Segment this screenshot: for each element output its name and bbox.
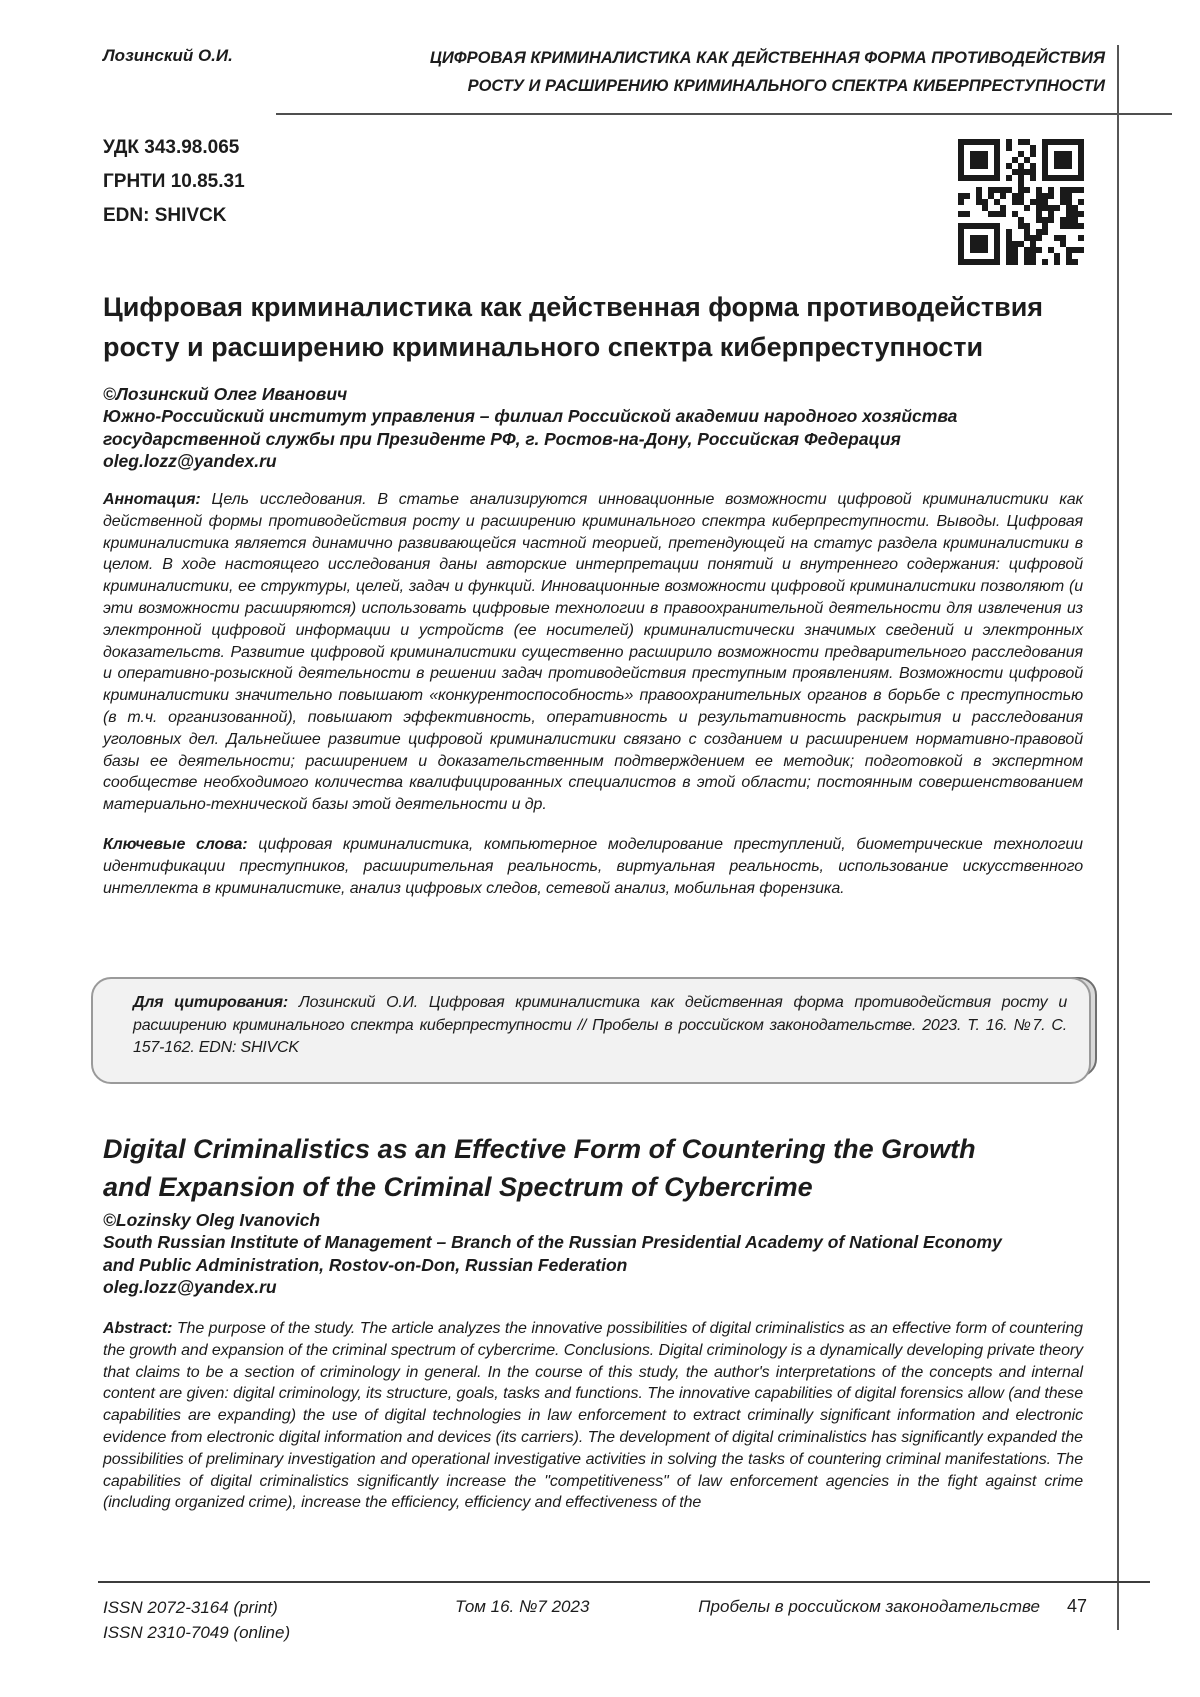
footer-issn: [103, 1595, 290, 1645]
page-number: 47: [1066, 1596, 1088, 1616]
article-title-ru: [103, 287, 1103, 367]
issn-print: ISSN 2072-3164 (print): [103, 1598, 278, 1617]
author-email-en: oleg.lozz@yandex.ru: [103, 1277, 277, 1298]
author-name-ru: ©Лозинский Олег Иванович: [103, 384, 348, 404]
abstract-ru: [103, 489, 1083, 816]
article-title-ru-line2: росту и расширению криминального спектра киберпреступности: [103, 332, 984, 362]
article-codes: [103, 131, 245, 233]
qr-code-icon: [958, 139, 1084, 265]
citation-text: Лозинский О.И. Цифровая криминалистика как действенная форма противодействия росту и расширению криминального спектра киберпреступности // Пробелы в российском законодательстве. 2023. Т. 16. №7. С. 157-162. EDN: SHIVCK: [133, 994, 1068, 1056]
running-author: Лозинский О.И.: [103, 46, 233, 65]
edn-code: EDN: SHIVCK: [103, 205, 227, 226]
citation-paragraph: [133, 992, 1067, 1060]
abstract-en-label: Abstract:: [103, 1320, 173, 1337]
keywords-ru: [103, 834, 1083, 899]
abstract-ru-label: Аннотация:: [103, 491, 201, 508]
right-margin-rule: [1117, 45, 1119, 1630]
running-title-line2: РОСТУ И РАСШИРЕНИЮ КРИМИНАЛЬНОГО СПЕКТРА КИБЕРПРЕСТУПНОСТИ: [467, 77, 1105, 95]
affiliation-en-line1: South Russian Institute of Management – Branch of the Russian Presidential Academy of National Economy: [103, 1232, 1002, 1253]
issn-online: ISSN 2310-7049 (online): [103, 1623, 291, 1642]
keywords-ru-text: цифровая криминалистика, компьютерное моделирование преступлений, биометрические технологии идентификации преступников, расширительная реальность, виртуальная реальность, использование искусственного интеллекта в криминалистике, анализ цифровых следов, сетевой анализ, мобильная форензика.: [103, 836, 1083, 897]
volume-issue: Том 16. №7 2023: [455, 1597, 590, 1616]
affiliation-ru-line2: государственной службы при Президенте РФ, г. Ростов-на-Дону, Российская Федерация: [103, 428, 901, 449]
article-title-ru-line1: Цифровая криминалистика как действенная форма противодействия: [103, 292, 1044, 322]
affiliation-en-line2: and Public Administration, Rostov-on-Don, Russian Federation: [103, 1254, 628, 1275]
article-title-en-line2: and Expansion of the Criminal Spectrum of Cybercrime: [103, 1172, 813, 1202]
author-name-en: ©Lozinsky Oleg Ivanovich: [103, 1210, 321, 1230]
affiliation-ru-line1: Южно-Российский институт управления – филиал Российской академии народного хозяйства: [103, 406, 958, 427]
page-header: [103, 44, 1105, 100]
udk-code: УДК 343.98.065: [103, 137, 240, 158]
citation-label: Для цитирования:: [133, 994, 288, 1011]
authors-ru: [103, 383, 1103, 473]
footer-rule: [98, 1581, 1150, 1583]
grnti-code: ГРНТИ 10.85.31: [103, 171, 245, 192]
running-title-line1: ЦИФРОВАЯ КРИМИНАЛИСТИКА КАК ДЕЙСТВЕННАЯ ФОРМА ПРОТИВОДЕЙСТВИЯ: [429, 49, 1105, 67]
running-title: [430, 44, 1105, 100]
keywords-ru-label: Ключевые слова:: [103, 836, 248, 853]
article-title-en-line1: Digital Criminalistics as an Effective Form of Countering the Growth: [103, 1134, 976, 1164]
abstract-en: [103, 1318, 1083, 1514]
abstract-en-text: The purpose of the study. The article analyzes the innovative possibilities of digital criminalistics as an effective form of countering the growth and expansion of the criminal spectrum of cybercrime. Conclusions. Digital criminology is a dynamically developing private theory that claims to be a section of criminology in general. In the course of this study, the author's interpretations of the concepts and internal content are given: digital criminology, its structure, goals, tasks and functions. The innovative capabilities of digital forensics allow (and these capabilities are expanding) the use of digital technologies in law enforcement to extract criminally significant information and electronic evidence from electronic digital information and devices (its carriers). The development of digital criminalistics has significantly expanded the possibilities of preliminary investigation and operational investigative activities in solving the tasks of countering criminal manifestations. The capabilities of digital criminalistics significantly increase the "competitiveness" of law enforcement agencies in the fight against crime (including organized crime), increase the efficiency, efficiency and effectiveness of the: [103, 1320, 1083, 1512]
authors-en: [103, 1209, 1103, 1299]
author-email-ru: oleg.lozz@yandex.ru: [103, 451, 277, 472]
article-title-en: [103, 1130, 1113, 1206]
journal-name: Пробелы в российском законодательстве: [698, 1597, 1040, 1616]
header-rule: [276, 113, 1172, 115]
abstract-ru-text: Цель исследования. В статье анализируются инновационные возможности цифровой криминалистики как действенной формы противодействия росту и расширению криминального спектра киберпреступности. Выводы. Цифровая криминалистика является динамично развивающейся частной теорией, претендующей на статус раздела криминалистики в целом. В ходе настоящего исследования даны авторские интерпретации понятий и внутреннего содержания: цифровой криминалистики, ее структуры, целей, задач и функций. Инновационные возможности цифровой криминалистики позволяют (и эти возможности расширяются) использовать цифровые технологии в правоохранительной деятельности для извлечения из электронной цифровой информации и устройств (ее носителей) криминалистически значимых сведений и электронных доказательств. Развитие цифровой криминалистики существенно расширило возможности предварительного расследования и оперативно-розыскной деятельности в решении задач противодействия преступным проявлениям. Возможности цифровой криминалистики значительно повышают «конкурентоспособность» правоохранительных органов в борьбе с преступностью (в т.ч. организованной), повышают эффективность, оперативность и результативность раскрытия и расследования уголовных дел. Дальнейшее развитие цифровой криминалистики связано с созданием и расширением нормативно-правовой базы ее деятельности; расширением и доказательственным подтверждением ее методик; подготовкой в экспертном сообществе необходимого количества квалифицированных специалистов в этой области; постоянным совершенствованием материально-технической базы этой деятельности и др.: [103, 491, 1083, 814]
citation-box: [97, 977, 1097, 1077]
